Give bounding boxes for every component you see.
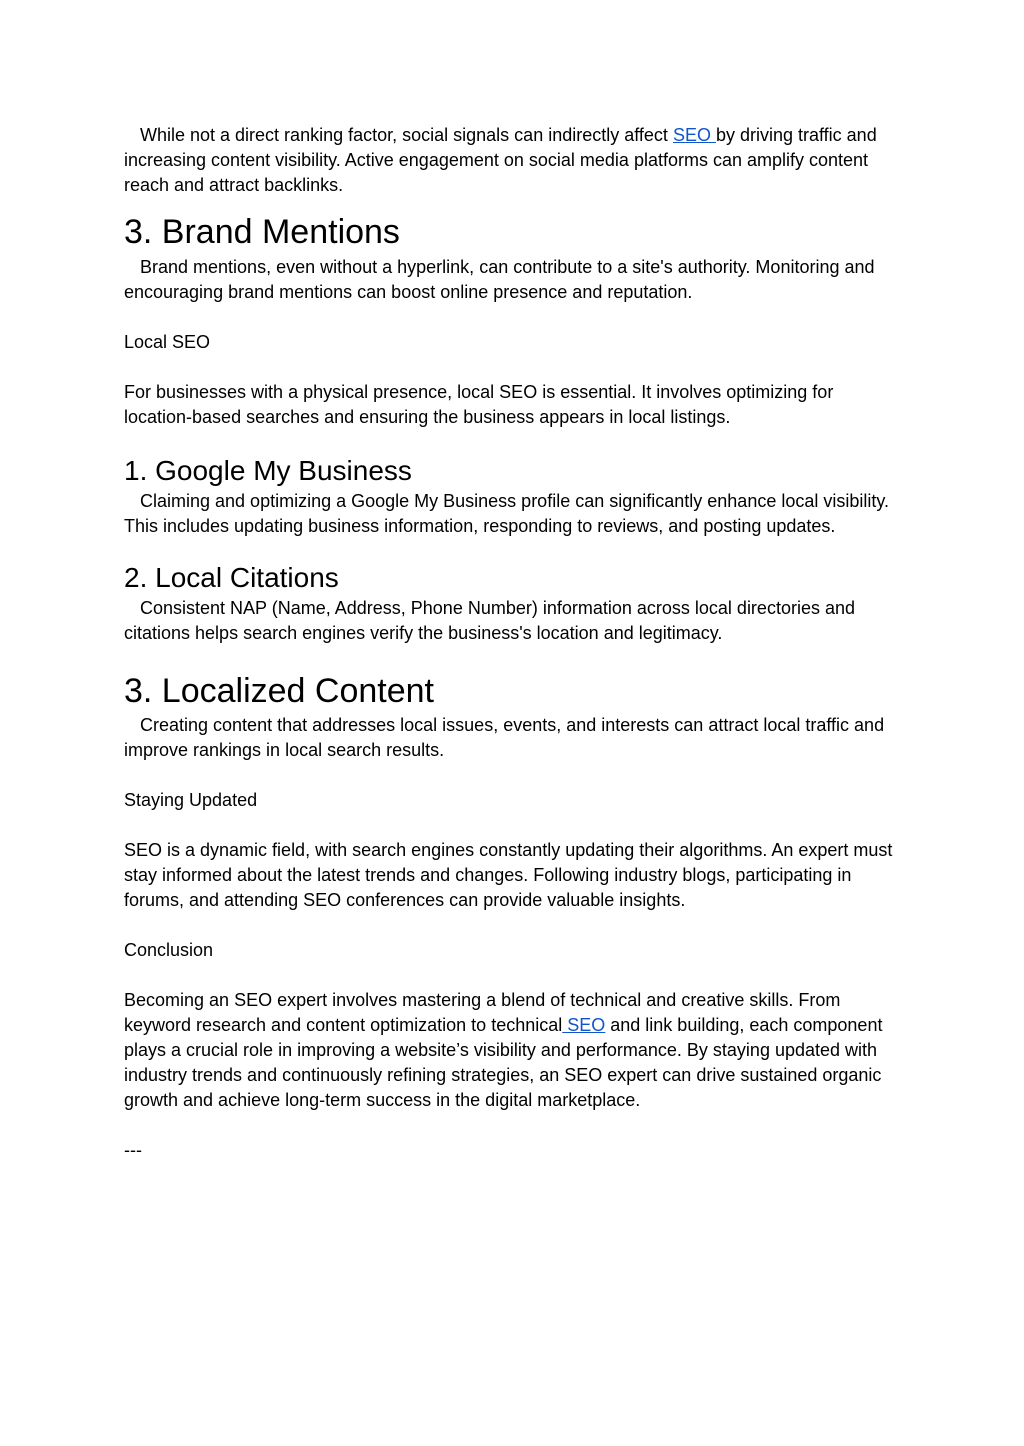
localized-content-paragraph: Creating content that addresses local issues, events, and interests can attract local traffic and improve rankings in local search results. (124, 715, 885, 760)
google-my-business-heading: 1. Google My Business (124, 455, 412, 486)
seo-link[interactable]: SEO (562, 1015, 606, 1035)
separator: --- (124, 1140, 142, 1160)
conclusion-title: Conclusion (124, 940, 214, 960)
brand-mentions-heading: 3. Brand Mentions (124, 213, 400, 251)
seo-link[interactable]: SEO (672, 125, 716, 145)
local-seo-intro: For businesses with a physical presence, local SEO is essential. It involves optimizing for location-based searches and ensuring the business appears in local listings. (124, 382, 834, 427)
local-seo-title: Local SEO (124, 332, 211, 352)
local-citations-heading: 2. Local Citations (124, 562, 339, 593)
social-signals-paragraph (124, 123, 904, 198)
staying-updated-paragraph: SEO is a dynamic field, with search engines constantly updating their algorithms. An expert must stay informed about the latest trends and changes. Following industry blogs, participating in forums, and attending SEO conferences can provide valuable insights. (124, 840, 893, 910)
localized-content-heading: 3. Localized Content (124, 672, 434, 710)
brand-mentions-paragraph: Brand mentions, even without a hyperlink, can contribute to a site's authority. Monitoring and encouraging brand mentions can boost online presence and reputation. (124, 257, 875, 302)
social-signals-text-before: While not a direct ranking factor, social signals can indirectly affect (140, 125, 673, 145)
conclusion-paragraph (124, 988, 904, 1113)
staying-updated-title: Staying Updated (124, 790, 258, 810)
google-my-business-paragraph: Claiming and optimizing a Google My Business profile can significantly enhance local visibility. This includes updating business information, responding to reviews, and posting updates. (124, 491, 890, 536)
local-citations-paragraph: Consistent NAP (Name, Address, Phone Number) information across local directories and citations helps search engines verify the business's location and legitimacy. (124, 598, 855, 643)
conclusion-text-after: and link building, each component plays a crucial role in improving a website’s visibility and performance. By staying updated with industry trends and continuously refining strategies, an SEO expert can drive sustained organic growth and achieve long-term success in the digital marketplace. (124, 1015, 883, 1110)
conclusion-text-before: Becoming an SEO expert involves mastering a blend of technical and creative skills. From keyword research and content optimization to technical (124, 990, 841, 1035)
social-signals-text-after: by driving traffic and increasing content visibility. Active engagement on social media platforms can amplify content reach and attract backlinks. (124, 125, 877, 195)
document-page (124, 110, 904, 1163)
